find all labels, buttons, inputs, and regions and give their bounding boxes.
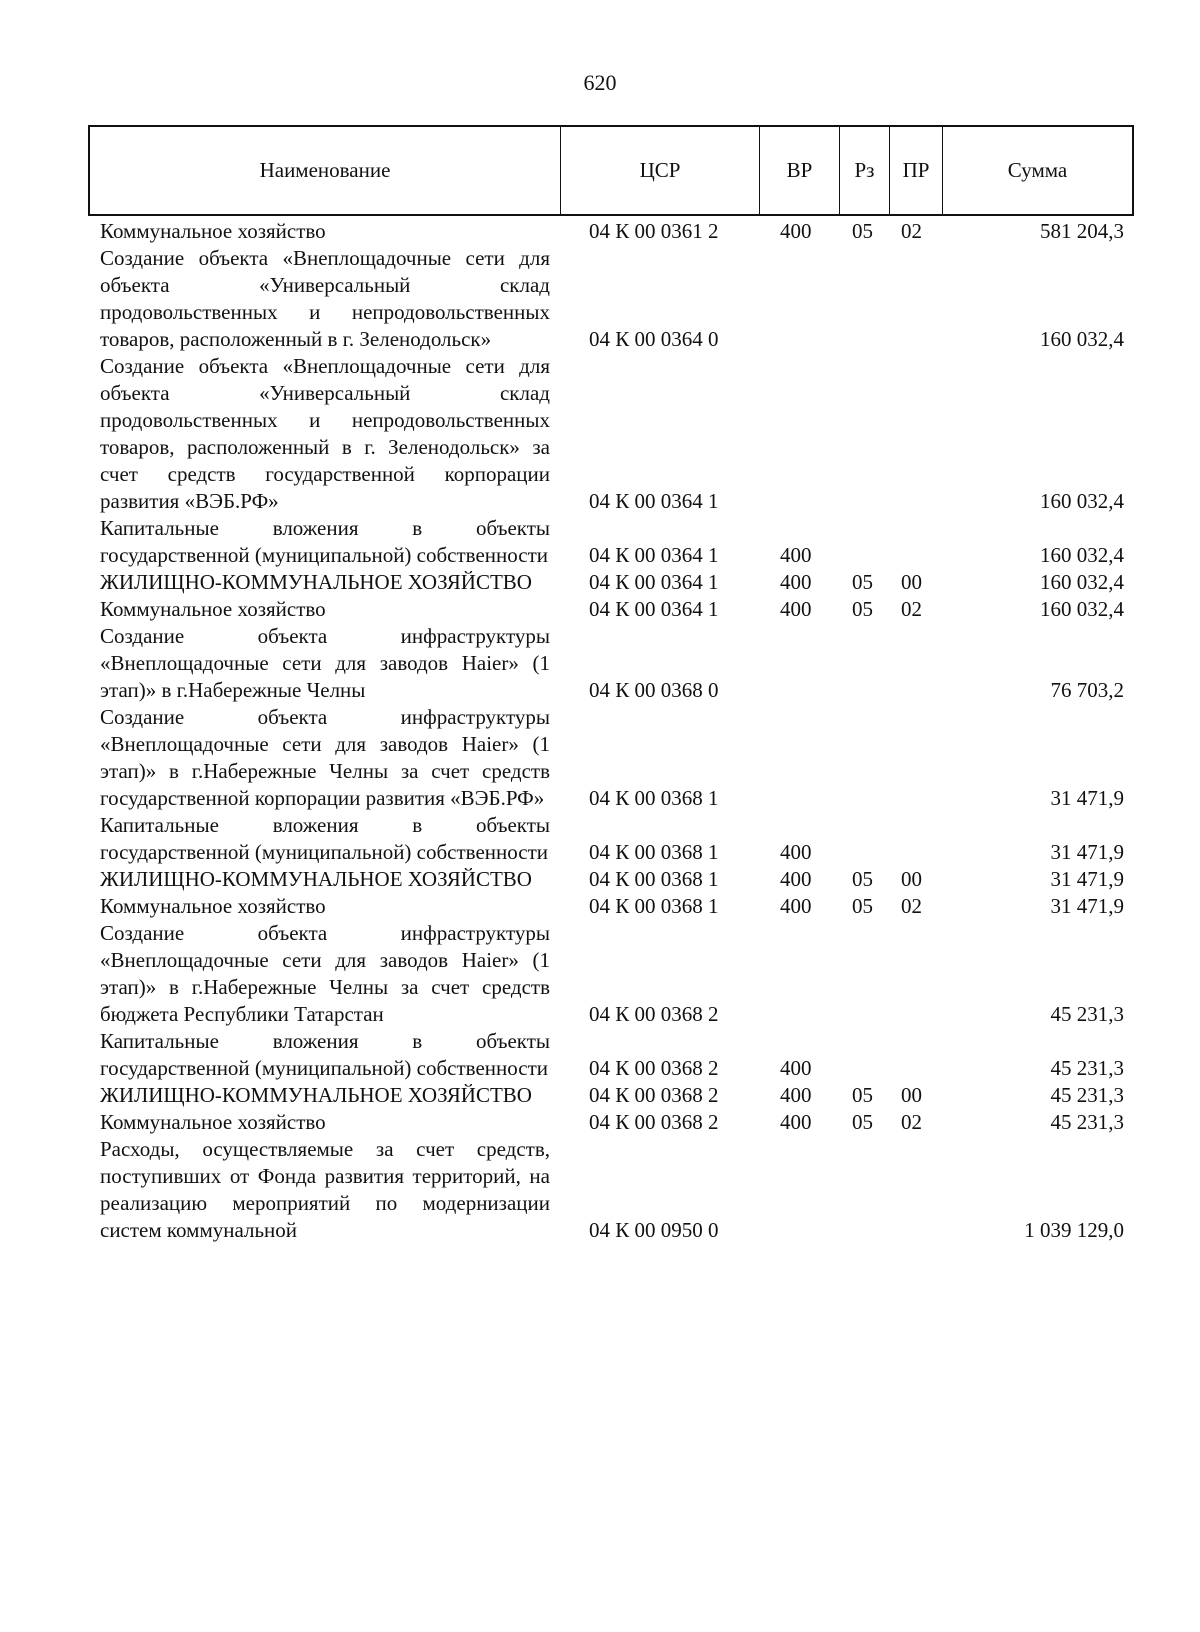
- cell-sum: 160 032,4: [1040, 489, 1124, 513]
- cell-pr: 02: [901, 1110, 922, 1134]
- table-row: [88, 353, 1134, 515]
- cell-csr: 04 К 00 0368 1: [589, 894, 719, 918]
- table-row: [88, 515, 1134, 569]
- cell-vr: 400: [780, 1083, 812, 1107]
- cell-name: Создание объекта инфраструктуры «Внеплощадочные сети для заводов Haier» (1 этап)» в г.Набережные Челны: [100, 624, 550, 702]
- cell-name: Капитальные вложения в объекты государственной (муниципальной) собственности: [100, 516, 550, 567]
- cell-name: Коммунальное хозяйство: [100, 894, 326, 918]
- cell-vr: 400: [780, 597, 812, 621]
- header-sum: Сумма: [1007, 158, 1068, 182]
- cell-name: Создание объекта «Внеплощадочные сети для объекта «Универсальный склад продовольственных и непродовольственных товаров, расположенный в г. Зеленодольск»: [100, 246, 550, 351]
- table-body: [88, 218, 1134, 1244]
- cell-rz: 05: [852, 894, 873, 918]
- table-row: [88, 704, 1134, 812]
- cell-name: Коммунальное хозяйство: [100, 1110, 326, 1134]
- cell-csr: 04 К 00 0950 0: [589, 1218, 719, 1242]
- cell-rz: 05: [852, 570, 873, 594]
- cell-rz: 05: [852, 867, 873, 891]
- cell-sum: 160 032,4: [1040, 597, 1124, 621]
- cell-sum: 76 703,2: [1050, 678, 1124, 702]
- cell-csr: 04 К 00 0364 1: [589, 489, 719, 513]
- cell-rz: 05: [852, 1110, 873, 1134]
- cell-sum: 31 471,9: [1050, 894, 1124, 918]
- table-row: [88, 812, 1134, 866]
- table-row: [88, 1136, 1134, 1244]
- cell-vr: 400: [780, 1110, 812, 1134]
- cell-csr: 04 К 00 0368 2: [589, 1110, 719, 1134]
- cell-pr: 00: [901, 1083, 922, 1107]
- header-vr: ВР: [760, 127, 840, 214]
- cell-name: Расходы, осуществляемые за счет средств, поступивших от Фонда развития территорий, на реализацию мероприятий по модернизации систем коммунальной: [100, 1137, 550, 1242]
- cell-sum: 31 471,9: [1050, 867, 1124, 891]
- cell-vr: 400: [780, 840, 812, 864]
- page-number: 620: [583, 70, 617, 95]
- header-name: Наименование: [90, 127, 561, 214]
- cell-vr: 400: [780, 894, 812, 918]
- cell-sum: 160 032,4: [1040, 543, 1124, 567]
- cell-name: Создание объекта инфраструктуры «Внеплощадочные сети для заводов Haier» (1 этап)» в г.Набережные Челны за счет средств государственной корпорации развития «ВЭБ.РФ»: [100, 705, 550, 810]
- cell-sum: 31 471,9: [1050, 786, 1124, 810]
- cell-sum: 1 039 129,0: [1024, 1218, 1124, 1242]
- table-row: [88, 569, 1134, 596]
- cell-rz: 05: [852, 219, 873, 243]
- cell-sum: 160 032,4: [1040, 570, 1124, 594]
- cell-sum: 45 231,3: [1050, 1083, 1124, 1107]
- cell-name: ЖИЛИЩНО-КОММУНАЛЬНОЕ ХОЗЯЙСТВО: [100, 1083, 532, 1107]
- table-header: [88, 125, 1134, 216]
- cell-vr: 400: [780, 570, 812, 594]
- header-rz: Рз: [840, 127, 890, 214]
- cell-sum: 160 032,4: [1040, 327, 1124, 351]
- cell-pr: 02: [901, 219, 922, 243]
- cell-pr: 02: [901, 597, 922, 621]
- table-row: [88, 893, 1134, 920]
- table-row: [88, 920, 1134, 1028]
- cell-csr: 04 К 00 0368 2: [589, 1083, 719, 1107]
- cell-name: Капитальные вложения в объекты государственной (муниципальной) собственности: [100, 813, 550, 864]
- cell-pr: 02: [901, 894, 922, 918]
- cell-csr: 04 К 00 0364 1: [589, 543, 719, 567]
- table-row: [88, 245, 1134, 353]
- header-pr: ПР: [890, 127, 943, 214]
- table-row: [88, 218, 1134, 245]
- cell-vr: 400: [780, 219, 812, 243]
- table-row: [88, 1028, 1134, 1082]
- table-row: [88, 866, 1134, 893]
- cell-csr: 04 К 00 0368 2: [589, 1002, 719, 1026]
- cell-csr: 04 К 00 0368 0: [589, 678, 719, 702]
- cell-name: Создание объекта инфраструктуры «Внеплощадочные сети для заводов Haier» (1 этап)» в г.Набережные Челны за счет средств бюджета Республики Татарстан: [100, 921, 550, 1026]
- cell-rz: 05: [852, 597, 873, 621]
- cell-pr: 00: [901, 570, 922, 594]
- cell-csr: 04 К 00 0368 1: [589, 867, 719, 891]
- cell-name: Капитальные вложения в объекты государственной (муниципальной) собственности: [100, 1029, 550, 1080]
- cell-csr: 04 К 00 0368 1: [589, 840, 719, 864]
- cell-sum: 581 204,3: [1040, 219, 1124, 243]
- cell-csr: 04 К 00 0364 0: [589, 327, 719, 351]
- cell-csr: 04 К 00 0368 2: [589, 1056, 719, 1080]
- table-row: [88, 1109, 1134, 1136]
- table-row: [88, 1082, 1134, 1109]
- cell-sum: 45 231,3: [1050, 1002, 1124, 1026]
- cell-name: Коммунальное хозяйство: [100, 219, 326, 243]
- cell-sum: 45 231,3: [1050, 1110, 1124, 1134]
- cell-rz: 05: [852, 1083, 873, 1107]
- table-row: [88, 623, 1134, 704]
- cell-csr: 04 К 00 0361 2: [589, 219, 719, 243]
- cell-csr: 04 К 00 0368 1: [589, 786, 719, 810]
- table-row: [88, 596, 1134, 623]
- header-csr: ЦСР: [561, 127, 760, 214]
- cell-sum: 45 231,3: [1050, 1056, 1124, 1080]
- cell-name: Создание объекта «Внеплощадочные сети для объекта «Универсальный склад продовольственных и непродовольственных товаров, расположенный в г. Зеленодольск» за счет средств государственной корпорации развития «ВЭБ.РФ»: [100, 354, 550, 513]
- cell-csr: 04 К 00 0364 1: [589, 570, 719, 594]
- cell-name: ЖИЛИЩНО-КОММУНАЛЬНОЕ ХОЗЯЙСТВО: [100, 570, 532, 594]
- cell-vr: 400: [780, 543, 812, 567]
- cell-vr: 400: [780, 867, 812, 891]
- cell-name: Коммунальное хозяйство: [100, 597, 326, 621]
- cell-name: ЖИЛИЩНО-КОММУНАЛЬНОЕ ХОЗЯЙСТВО: [100, 867, 532, 891]
- cell-pr: 00: [901, 867, 922, 891]
- cell-csr: 04 К 00 0364 1: [589, 597, 719, 621]
- cell-sum: 31 471,9: [1050, 840, 1124, 864]
- cell-vr: 400: [780, 1056, 812, 1080]
